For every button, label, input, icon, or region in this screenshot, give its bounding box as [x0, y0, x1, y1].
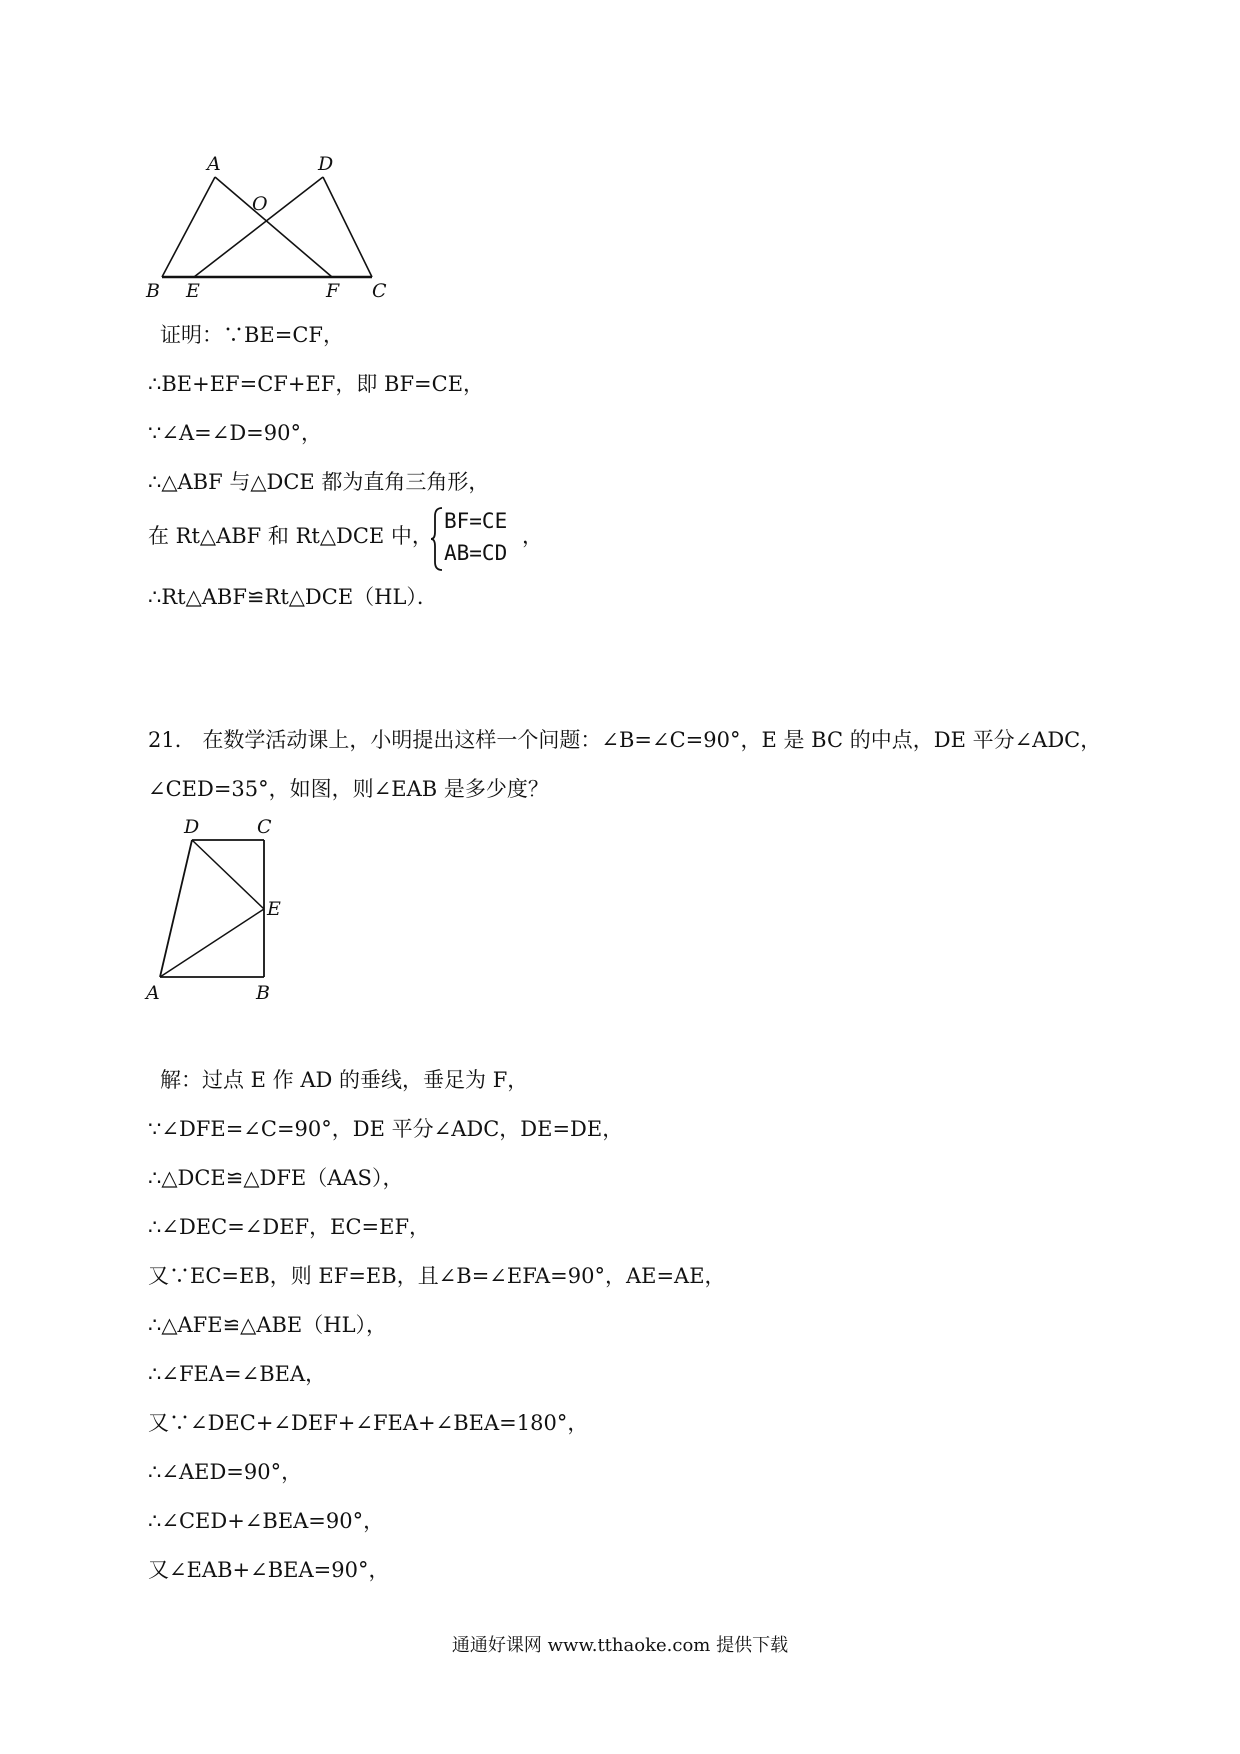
segment-de	[192, 840, 264, 909]
proof1-line-3: ∵∠A=∠D=90°，	[148, 421, 322, 445]
solution21-line-7: ∴∠FEA=∠BEA，	[148, 1362, 327, 1386]
segment-af	[215, 177, 332, 277]
proof1-line-6: ∴Rt△ABF≌Rt△DCE（HL）．	[148, 585, 438, 609]
proof1-line-1: 证明：∵BE=CF，	[160, 323, 344, 347]
segment-de	[194, 177, 323, 277]
label-d: D	[318, 153, 334, 175]
label-f: F	[326, 280, 340, 300]
label-a: A	[146, 982, 160, 1004]
system-eq-2: AB=CD	[444, 541, 508, 565]
figure-trapezoid-abcd	[140, 815, 310, 1005]
segment-cd	[323, 177, 372, 277]
solution21-line-1: 解：过点 E 作 AD 的垂线，垂足为 F，	[160, 1068, 529, 1092]
label-o: O	[252, 193, 268, 215]
proof1-line-5: 在 Rt△ABF 和 Rt△DCE 中，	[148, 524, 433, 548]
label-b: B	[146, 280, 160, 300]
system-eq-1: BF=CE	[444, 509, 508, 533]
figure1-svg	[140, 150, 440, 300]
label-e: E	[267, 898, 281, 920]
brace-icon	[430, 506, 444, 572]
segment-ae	[160, 909, 264, 977]
solution21-line-3: ∴△DCE≌△DFE（AAS），	[148, 1166, 404, 1190]
solution21-line-2: ∵∠DFE=∠C=90°，DE 平分∠ADC，DE=DE，	[148, 1117, 624, 1141]
label-c: C	[257, 816, 272, 838]
figure2-svg	[140, 815, 310, 1005]
solution21-line-11: 又∠EAB+∠BEA=90°，	[148, 1558, 390, 1582]
figure-triangles-abf-dce	[140, 150, 440, 300]
label-a: A	[207, 153, 221, 175]
problem21-line-2: ∠CED=35°，如图，则∠EAB 是多少度？	[148, 777, 549, 801]
problem21-line-1: 21． 在数学活动课上，小明提出这样一个问题：∠B=∠C=90°，E 是 BC 的中点，DE 平分∠ADC，	[148, 728, 1102, 752]
label-c: C	[372, 280, 387, 300]
solution21-line-9: ∴∠AED=90°，	[148, 1460, 303, 1484]
solution21-line-8: 又∵∠DEC+∠DEF+∠FEA+∠BEA=180°，	[148, 1411, 589, 1435]
proof1-line-4: ∴△ABF 与△DCE 都为直角三角形，	[148, 470, 490, 494]
label-b: B	[256, 982, 270, 1004]
proof1-line-2: ∴BE+EF=CF+EF，即 BF=CE，	[148, 372, 485, 396]
solution21-line-10: ∴∠CED+∠BEA=90°，	[148, 1509, 385, 1533]
segment-ab	[162, 177, 215, 277]
solution21-line-5: 又∵EC=EB，则 EF=EB，且∠B=∠EFA=90°，AE=AE，	[148, 1264, 726, 1288]
label-d: D	[184, 816, 200, 838]
solution21-line-4: ∴∠DEC=∠DEF，EC=EF，	[148, 1215, 431, 1239]
solution21-line-6: ∴△AFE≌△ABE（HL），	[148, 1313, 388, 1337]
page-footer: 通通好课网 www.tthaoke.com 提供下载	[451, 1635, 789, 1656]
system-tail: ，	[522, 524, 543, 548]
segment-ad	[160, 840, 192, 977]
label-e: E	[186, 280, 200, 300]
